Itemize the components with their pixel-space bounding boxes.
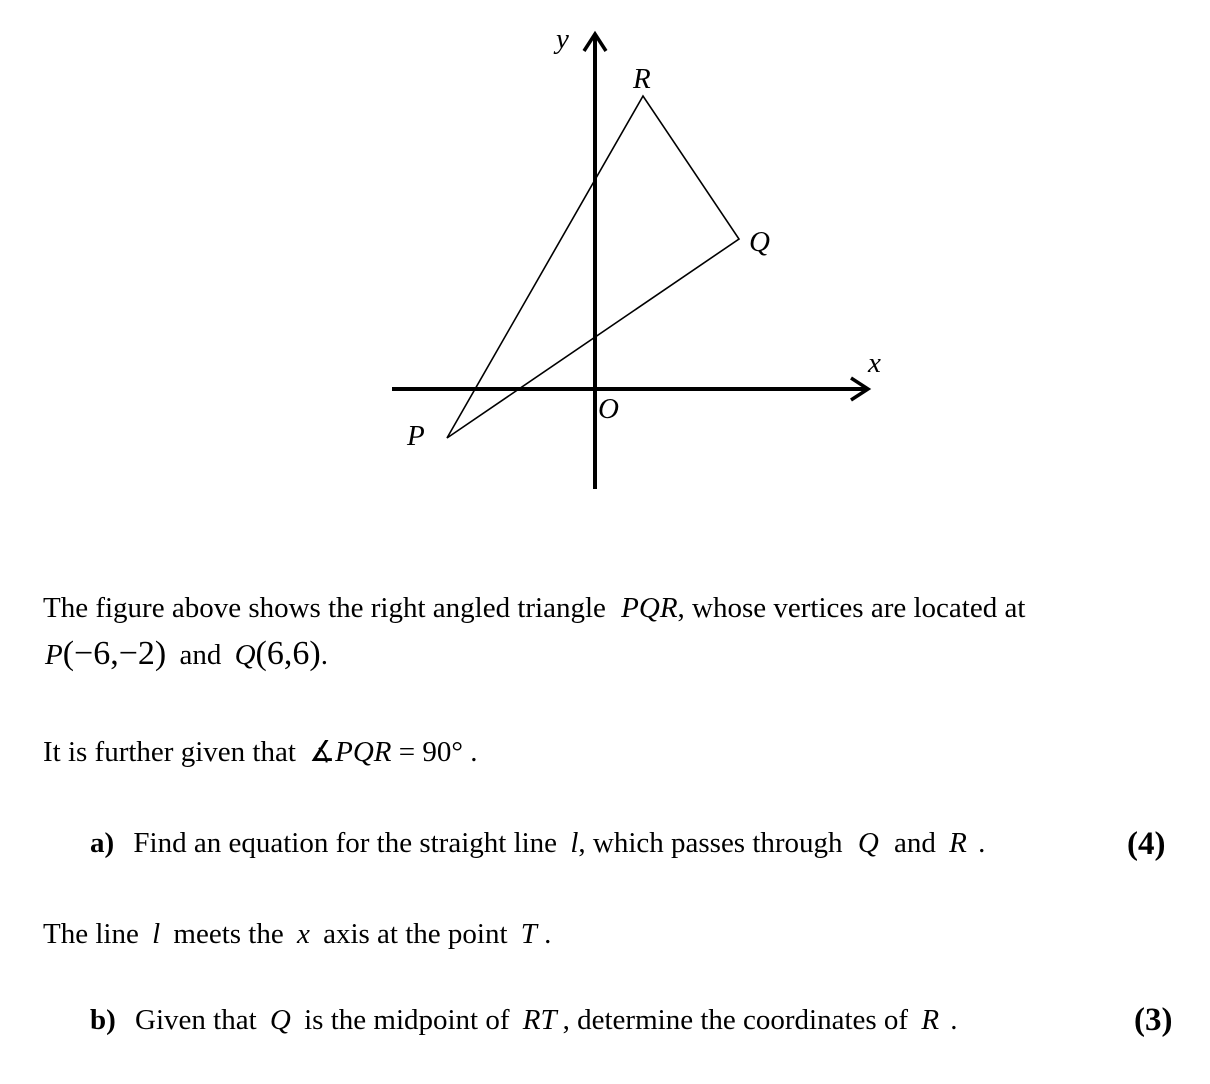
point-q-ref-2: Q (269, 1004, 291, 1036)
meets-period: . (544, 918, 552, 950)
vertex-label-p: P (407, 420, 425, 452)
part-b-text-a: Given that (135, 1004, 257, 1036)
x-symbol: x (296, 918, 310, 950)
angle-symbol: ∡ (309, 736, 336, 768)
intro-period: . (320, 639, 328, 671)
point-q-coords: (6,6) (255, 635, 321, 672)
meets-text-a: The line (43, 918, 139, 950)
part-a-period: . (978, 827, 986, 859)
point-r-ref-2: R (921, 1004, 940, 1036)
point-q-name: Q (234, 639, 256, 671)
coordinate-figure (0, 0, 1210, 520)
angle-value: = 90° (391, 736, 463, 768)
part-a-and: and (894, 827, 936, 859)
point-t-name: T (520, 918, 537, 950)
part-b-question (90, 1006, 958, 1035)
given-text: It is further given that (43, 736, 296, 768)
vertex-label-r: R (633, 63, 651, 95)
meets-text-b: meets the (173, 918, 284, 950)
given-period: . (462, 736, 478, 768)
part-b-period: . (950, 1004, 958, 1036)
point-q-ref: Q (857, 827, 879, 859)
part-a-question (90, 829, 985, 858)
intro-and: and (179, 639, 222, 671)
given-line (43, 738, 477, 767)
part-a-label: a) (90, 827, 115, 859)
point-r-ref: R (949, 827, 967, 859)
triangle-name: PQR (621, 592, 678, 624)
part-a-marks: (4) (1127, 826, 1166, 862)
line-meets-sentence (43, 920, 551, 949)
meets-text-c: axis at the point (323, 918, 508, 950)
vertex-label-q: Q (749, 226, 770, 258)
x-axis-label: x (868, 347, 881, 379)
part-a-text-b: , which passes through (578, 827, 843, 859)
point-p-name: P (45, 639, 63, 671)
part-b-label: b) (90, 1004, 116, 1036)
part-a-text-a: Find an equation for the straight line (133, 827, 558, 859)
y-axis-label: y (556, 23, 569, 55)
intro-line-1 (43, 594, 1025, 623)
part-b-marks: (3) (1134, 1002, 1173, 1038)
origin-label: O (598, 393, 619, 425)
line-l-name-2: l (152, 918, 161, 950)
intro-text-b: , whose vertices are located at (677, 592, 1026, 624)
segment-rt: RT (522, 1004, 557, 1036)
line-l-name: l (570, 827, 579, 859)
point-p-coords: (−6,−2) (62, 635, 167, 672)
angle-name: PQR (335, 736, 392, 768)
intro-line-2 (45, 635, 328, 672)
part-b-text-c: , determine the coordinates of (562, 1004, 909, 1036)
intro-text-a: The figure above shows the right angled triangle (43, 592, 606, 624)
part-b-text-b: is the midpoint of (304, 1004, 510, 1036)
